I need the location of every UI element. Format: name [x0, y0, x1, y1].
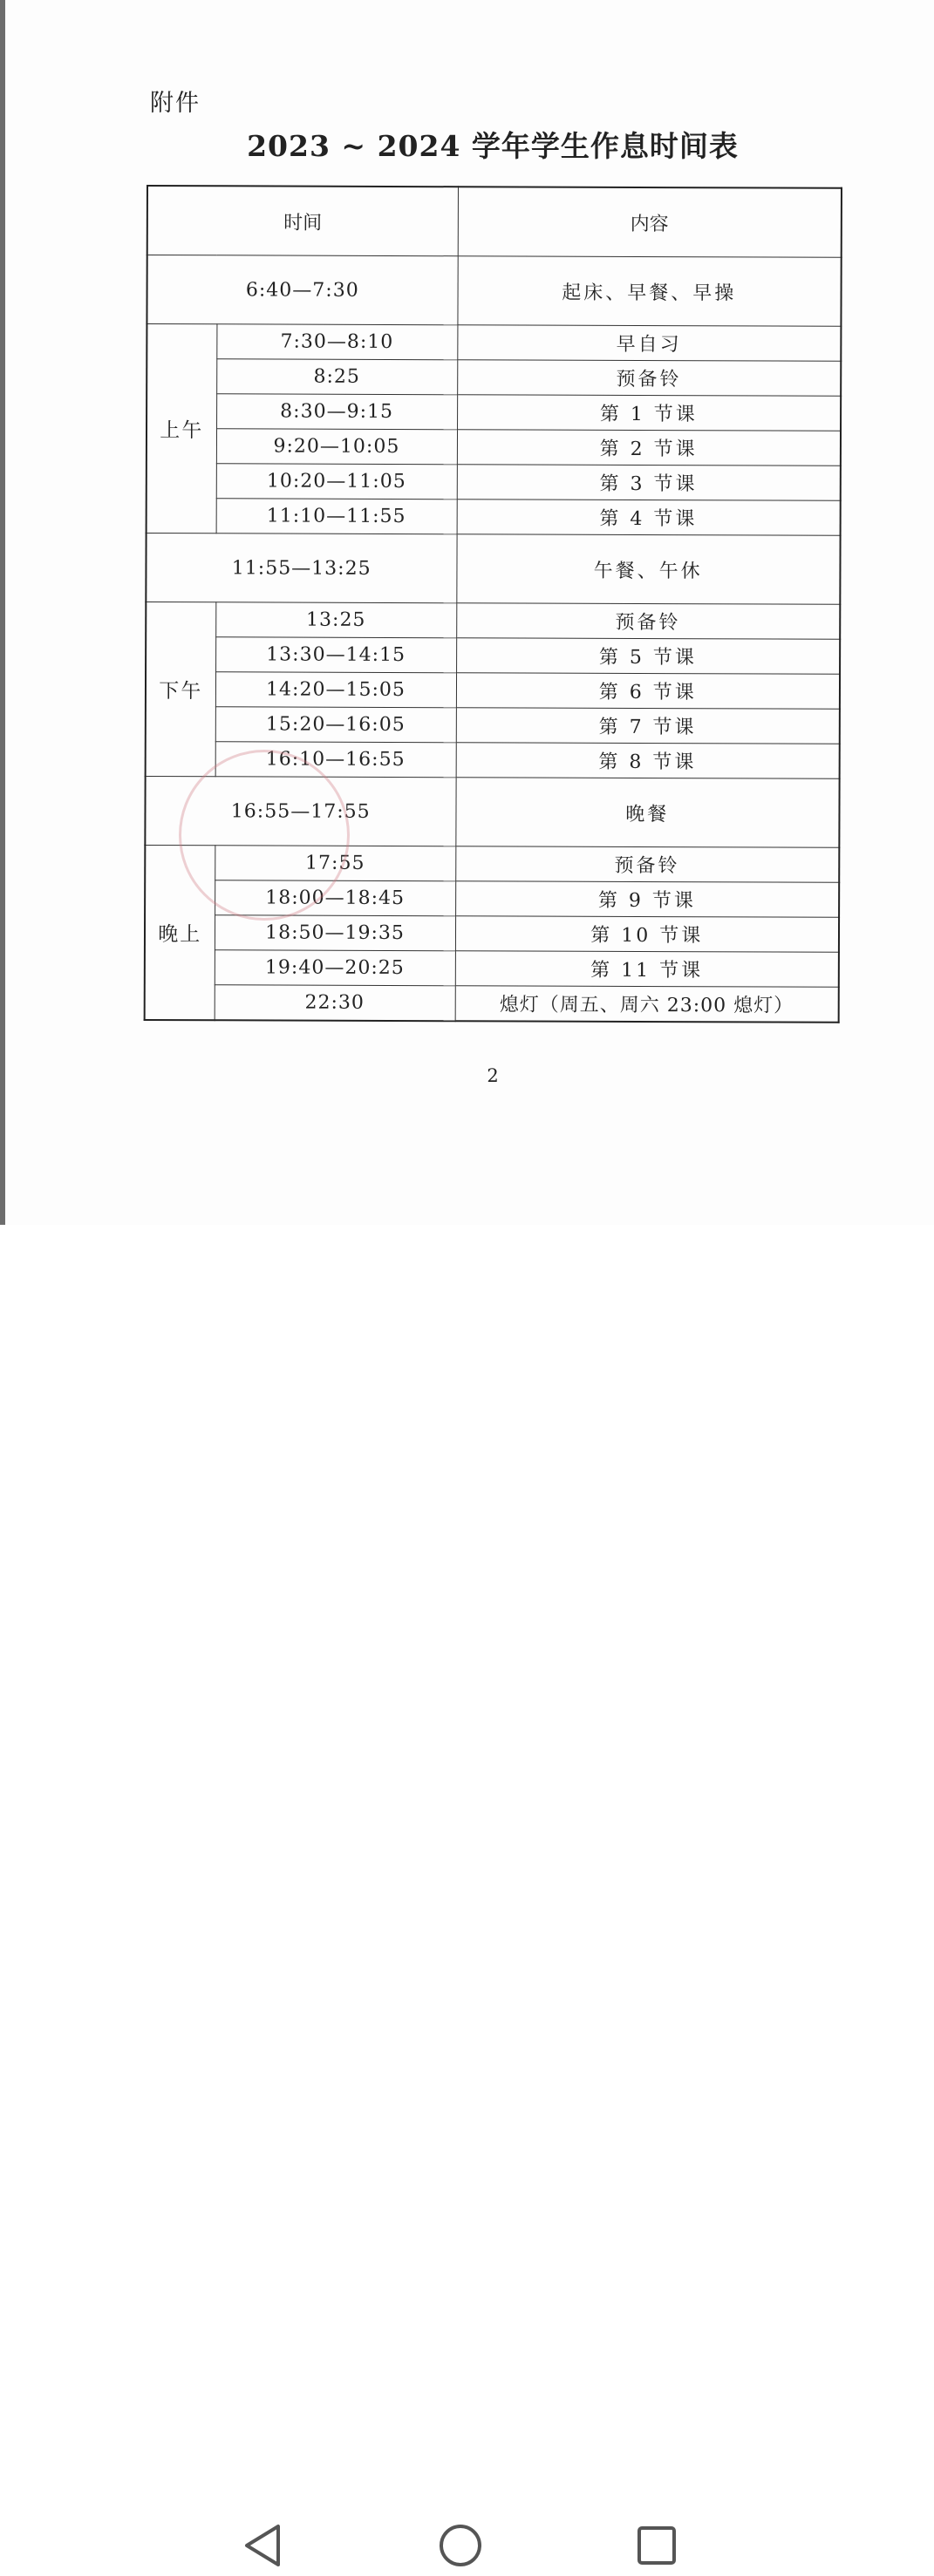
table-row [146, 534, 840, 605]
document-title: 2023 ~ 2024 学年学生作息时间表 [247, 129, 739, 163]
table-row [145, 949, 839, 987]
time-cell: 13:25 [215, 602, 456, 638]
content-cell: 第 5 节课 [456, 638, 840, 675]
content-cell: 预备铃 [456, 603, 840, 640]
table-row [145, 984, 839, 1022]
table-row [147, 499, 841, 536]
time-cell: 9:20—10:05 [216, 429, 457, 465]
table-row [146, 637, 840, 675]
time-cell: 18:50—19:35 [215, 915, 455, 951]
time-cell: 8:30—9:15 [216, 394, 457, 430]
table-row [147, 324, 841, 362]
period-label-evening: 晚上 [145, 845, 215, 1020]
time-cell: 18:00—18:45 [215, 880, 455, 916]
content-cell: 午餐、午休 [456, 534, 840, 605]
header-content: 内容 [458, 187, 842, 257]
content-cell: 早自习 [457, 325, 841, 362]
time-cell: 19:40—20:25 [215, 950, 455, 986]
time-cell: 11:55—13:25 [146, 534, 456, 603]
time-cell: 17:55 [215, 846, 455, 881]
content-cell: 第 3 节课 [457, 465, 841, 501]
table-row [147, 464, 841, 501]
table-row [146, 706, 840, 744]
time-cell: 13:30—14:15 [215, 637, 456, 673]
period-label-morning: 上午 [147, 324, 217, 534]
time-cell: 16:55—17:55 [145, 776, 455, 846]
page-number: 2 [487, 1065, 499, 1086]
home-button[interactable] [430, 2515, 491, 2576]
content-cell: 预备铃 [457, 360, 841, 397]
page-edge [0, 0, 5, 1225]
table-row [146, 602, 840, 640]
table-row [146, 741, 840, 778]
content-cell: 第 7 节课 [456, 708, 840, 744]
table-row [146, 672, 840, 710]
content-cell: 第 1 节课 [457, 395, 841, 432]
content-cell: 起床、早餐、早操 [457, 256, 841, 327]
table-row [145, 914, 839, 952]
attachment-label: 附件 [150, 90, 201, 117]
content-cell: 第 9 节课 [455, 881, 839, 918]
back-button[interactable] [234, 2515, 295, 2576]
recents-button[interactable] [626, 2515, 687, 2576]
schedule-table [144, 185, 842, 1023]
back-triangle-icon [240, 2521, 289, 2570]
time-cell: 14:20—15:05 [215, 672, 456, 708]
table-row [145, 880, 839, 917]
table-header-row [147, 186, 842, 257]
time-cell: 16:10—16:55 [215, 742, 456, 778]
table-row [145, 776, 839, 847]
time-cell: 10:20—11:05 [216, 464, 457, 500]
table-row [147, 255, 841, 327]
content-cell: 第 4 节课 [457, 500, 841, 536]
content-cell: 第 8 节课 [456, 743, 840, 779]
document-page [0, 0, 934, 1225]
table-row [145, 845, 839, 882]
content-cell: 晚餐 [455, 778, 839, 848]
home-circle-icon [436, 2521, 485, 2570]
time-cell: 15:20—16:05 [215, 707, 456, 743]
time-cell: 22:30 [215, 985, 455, 1021]
content-cell: 第 2 节课 [457, 430, 841, 466]
content-cell: 第 10 节课 [455, 916, 839, 953]
time-cell: 6:40—7:30 [147, 255, 457, 325]
content-cell: 第 6 节课 [456, 673, 840, 710]
table-row [147, 394, 841, 432]
content-cell: 第 11 节课 [455, 951, 839, 988]
recents-square-icon [632, 2521, 681, 2570]
table-row [147, 359, 841, 397]
header-time: 时间 [147, 186, 458, 256]
system-navigation-bar [0, 1225, 934, 1397]
content-cell: 预备铃 [455, 846, 839, 883]
content-cell: 熄灯（周五、周六 23:00 熄灯） [455, 986, 839, 1023]
time-cell: 8:25 [216, 359, 457, 395]
period-label-afternoon: 下午 [146, 602, 216, 777]
table-row [147, 429, 841, 466]
time-cell: 7:30—8:10 [216, 324, 457, 360]
time-cell: 11:10—11:55 [216, 499, 457, 534]
